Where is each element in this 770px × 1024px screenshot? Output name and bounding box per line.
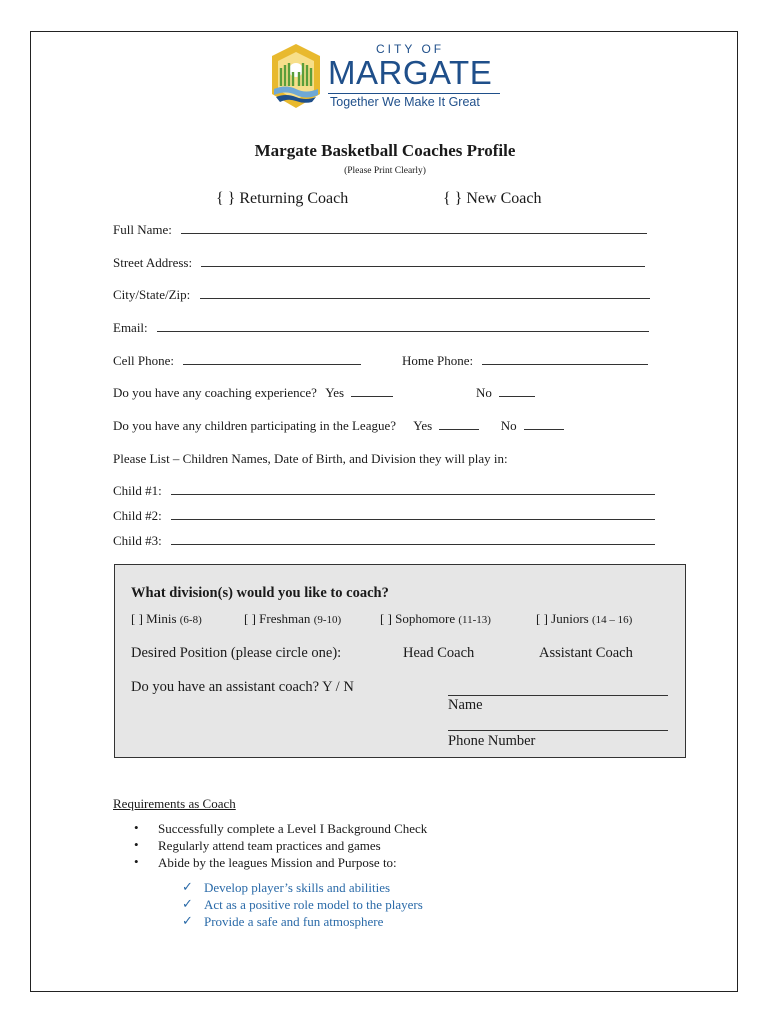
child3-field[interactable] xyxy=(171,533,655,545)
mission-item: Provide a safe and fun atmosphere xyxy=(204,914,384,929)
division-option-label: [ ] Juniors xyxy=(536,611,589,626)
full-name-field[interactable] xyxy=(181,222,647,234)
division-option-ages: (9-10) xyxy=(313,614,342,626)
division-option-juniors[interactable] xyxy=(536,611,632,627)
logo-tagline: Together We Make It Great xyxy=(330,95,480,109)
coaching-experience-no-label: No xyxy=(476,385,492,400)
form-subtitle: (Please Print Clearly) xyxy=(344,166,426,176)
logo-tag-rule xyxy=(328,93,500,94)
assistant-name-field[interactable] xyxy=(448,695,668,696)
head-coach-option[interactable]: Head Coach xyxy=(403,645,475,661)
coaching-experience-yes-field[interactable] xyxy=(351,385,393,397)
email-label: Email: xyxy=(113,320,148,335)
city-logo xyxy=(268,40,504,116)
children-no-field[interactable] xyxy=(524,418,564,430)
street-address-field[interactable] xyxy=(201,255,645,267)
child3-label: Child #3: xyxy=(113,533,162,548)
requirement-item: Successfully complete a Level I Background Check xyxy=(158,821,428,836)
children-list-instruction: Please List – Children Names, Date of Birth, and Division they will play in: xyxy=(113,451,508,466)
coaching-experience-question: Do you have any coaching experience? xyxy=(113,385,317,400)
home-phone-label: Home Phone: xyxy=(402,353,474,368)
assistant-coach-question: Do you have an assistant coach? Y / N xyxy=(131,679,354,695)
new-coach-option[interactable]: { } New Coach xyxy=(443,190,542,207)
coaching-experience-no-row xyxy=(476,385,535,401)
logo-city-text: CITY OF xyxy=(376,42,445,56)
division-heading: What division(s) would you like to coach? xyxy=(131,585,389,601)
street-address-label: Street Address: xyxy=(113,255,193,270)
assistant-name-caption: Name xyxy=(448,697,483,713)
children-yes-field[interactable] xyxy=(439,418,479,430)
bullet-icon: • xyxy=(134,854,139,869)
email-row xyxy=(113,320,649,336)
child2-label: Child #2: xyxy=(113,508,162,523)
coaching-experience-row xyxy=(113,385,393,401)
requirement-item: Regularly attend team practices and games xyxy=(158,838,381,853)
requirement-item: Abide by the leagues Mission and Purpose to: xyxy=(158,855,397,870)
bullet-icon: • xyxy=(134,820,139,835)
division-option-label: [ ] Minis xyxy=(131,611,177,626)
coaching-experience-no-field[interactable] xyxy=(499,385,535,397)
child1-row xyxy=(113,483,655,499)
street-address-row xyxy=(113,255,645,271)
full-name-label: Full Name: xyxy=(113,222,172,237)
children-participating-question: Do you have any children participating in the League? xyxy=(113,418,397,433)
division-option-label: [ ] Freshman xyxy=(244,611,311,626)
city-state-zip-label: City/State/Zip: xyxy=(113,287,191,302)
full-name-row xyxy=(113,222,647,238)
checkmark-icon: ✓ xyxy=(182,896,193,911)
home-phone-field[interactable] xyxy=(482,353,648,365)
assistant-phone-caption: Phone Number xyxy=(448,733,536,749)
division-option-ages: (6-8) xyxy=(179,614,202,626)
desired-position-label: Desired Position (please circle one): xyxy=(131,645,342,661)
children-yes-label: Yes xyxy=(413,418,433,433)
returning-coach-option[interactable]: { } Returning Coach xyxy=(216,190,349,207)
requirements-heading: Requirements as Coach xyxy=(113,796,236,811)
mission-item: Develop player’s skills and abilities xyxy=(204,880,391,895)
child1-field[interactable] xyxy=(171,483,655,495)
email-field[interactable] xyxy=(157,320,649,332)
division-option-ages: (14 – 16) xyxy=(591,614,633,626)
division-option-minis[interactable] xyxy=(131,611,202,627)
cell-phone-field[interactable] xyxy=(183,353,361,365)
division-option-freshman[interactable] xyxy=(244,611,341,627)
child3-row xyxy=(113,533,655,549)
form-title: Margate Basketball Coaches Profile xyxy=(254,141,516,160)
mission-item: Act as a positive role model to the players xyxy=(204,897,423,912)
home-phone-row xyxy=(402,353,648,369)
checkmark-icon: ✓ xyxy=(182,879,193,894)
division-option-ages: (11-13) xyxy=(458,614,491,626)
assistant-coach-option[interactable]: Assistant Coach xyxy=(539,645,633,661)
division-option-sophomore[interactable] xyxy=(380,611,491,627)
children-participating-row xyxy=(113,418,564,434)
coaching-experience-yes-label: Yes xyxy=(325,385,345,400)
city-logo-emblem-icon xyxy=(268,42,324,112)
division-preferences-box xyxy=(114,564,686,758)
bullet-icon: • xyxy=(134,837,139,852)
assistant-phone-field[interactable] xyxy=(448,730,668,731)
city-state-zip-field[interactable] xyxy=(200,287,650,299)
division-option-label: [ ] Sophomore xyxy=(380,611,456,626)
checkmark-icon: ✓ xyxy=(182,913,193,928)
city-state-zip-row xyxy=(113,287,650,303)
child2-field[interactable] xyxy=(171,508,655,520)
children-no-label: No xyxy=(500,418,517,433)
cell-phone-label: Cell Phone: xyxy=(113,353,175,368)
logo-name-text: MARGATE xyxy=(328,54,493,91)
cell-phone-row xyxy=(113,353,361,369)
child2-row xyxy=(113,508,655,524)
child1-label: Child #1: xyxy=(113,483,162,498)
